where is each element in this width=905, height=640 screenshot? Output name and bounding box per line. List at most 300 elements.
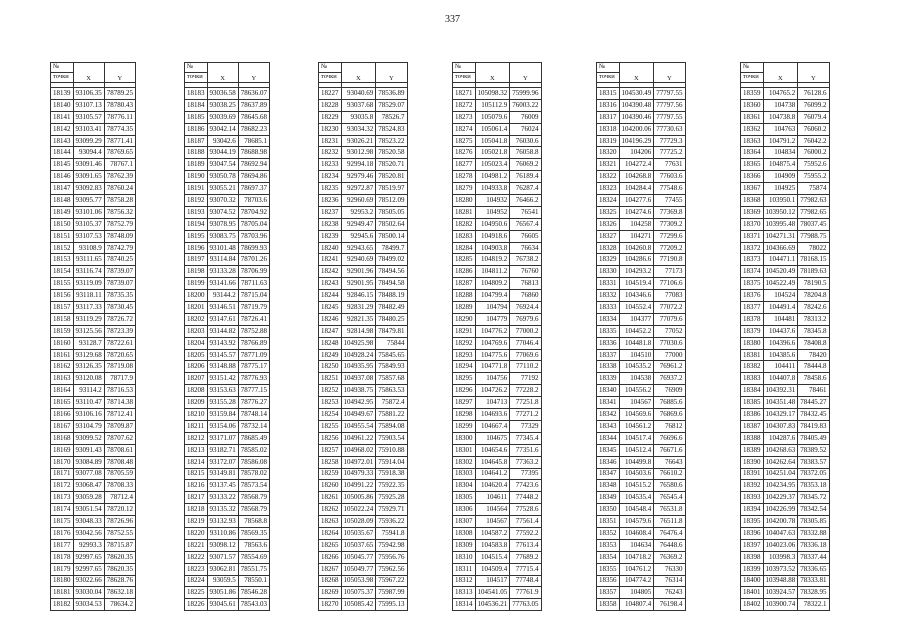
table-row <box>185 527 270 539</box>
point-number: 18264 <box>319 527 342 539</box>
point-number: 18198 <box>185 266 208 278</box>
point-number: 18362 <box>741 123 764 135</box>
x-value: 104726.2 <box>475 385 510 397</box>
table-row <box>597 539 686 551</box>
point-number: 18375 <box>741 278 764 290</box>
table-row <box>453 111 542 123</box>
point-number: 18366 <box>741 171 764 183</box>
table-row <box>319 420 408 432</box>
x-value: 104512.4 <box>619 444 654 456</box>
x-value: 104481 <box>763 313 798 325</box>
y-value: 78550.1 <box>238 575 269 587</box>
y-value: 78499.7 <box>376 242 407 254</box>
point-number: 18292 <box>453 337 476 349</box>
table-row <box>185 88 270 100</box>
y-value: 78732.14 <box>238 420 269 432</box>
table-row <box>453 551 542 563</box>
x-value: 104583.8 <box>475 539 510 551</box>
y-value: 78708.48 <box>104 456 135 468</box>
y-value: 75967.22 <box>376 575 407 587</box>
x-value: 104535.4 <box>619 492 654 504</box>
y-value: 78372.05 <box>798 468 829 480</box>
table-row <box>51 432 136 444</box>
x-value: 104538 <box>619 373 654 385</box>
y-value: 77363.2 <box>510 456 541 468</box>
y-value: 77309.2 <box>654 218 685 230</box>
table-row <box>185 302 270 314</box>
table-row <box>741 147 830 159</box>
point-number: 18252 <box>319 385 342 397</box>
table-row <box>741 278 830 290</box>
x-value: 104346.6 <box>619 290 654 302</box>
table-row <box>741 159 830 171</box>
y-value: 78742.79 <box>104 242 135 254</box>
point-number: 18144 <box>51 147 74 159</box>
y-value: 78703.96 <box>238 230 269 242</box>
x-value: 104274.6 <box>619 206 654 218</box>
y-value: 78682.23 <box>238 123 269 135</box>
x-value: 104675 <box>475 432 510 444</box>
y-value: 78752.79 <box>104 218 135 230</box>
y-value: 78494.58 <box>376 278 407 290</box>
point-number: 18317 <box>597 111 620 123</box>
point-number: 18294 <box>453 361 476 373</box>
point-number: 18253 <box>319 397 342 409</box>
point-number: 18304 <box>453 480 476 492</box>
y-value: 78712.4 <box>104 492 135 504</box>
table-row <box>741 444 830 456</box>
point-number: 18273 <box>453 111 476 123</box>
header-x: X <box>73 63 104 83</box>
x-value: 104903.8 <box>475 242 510 254</box>
x-value: 93101.48 <box>207 242 238 254</box>
table-row <box>185 480 270 492</box>
y-value: 78389.52 <box>798 444 829 456</box>
y-value: 77748.4 <box>510 575 541 587</box>
y-value: 78756.32 <box>104 206 135 218</box>
point-number: 18385 <box>741 397 764 409</box>
point-number: 18175 <box>51 516 74 528</box>
x-value: 104307.83 <box>763 420 798 432</box>
y-value: 78342.54 <box>798 504 829 516</box>
x-value: 104771.8 <box>475 361 510 373</box>
x-value: 93036.58 <box>207 88 238 100</box>
point-number: 18203 <box>185 325 208 337</box>
table-row <box>51 183 136 195</box>
table-row <box>319 563 408 575</box>
point-number: 18143 <box>51 135 74 147</box>
y-value: 76079.4 <box>798 111 829 123</box>
y-value: 78482.49 <box>376 302 407 314</box>
y-value: 78708.61 <box>104 444 135 456</box>
y-value: 78480.25 <box>376 313 407 325</box>
table-row <box>319 385 408 397</box>
point-number: 18162 <box>51 361 74 373</box>
point-number: 18357 <box>597 587 620 599</box>
point-number: 18179 <box>51 563 74 575</box>
table-row <box>453 123 542 135</box>
y-value: 78712.41 <box>104 409 135 421</box>
point-number: 18167 <box>51 420 74 432</box>
table-row <box>597 385 686 397</box>
point-number: 18343 <box>597 420 620 432</box>
table-row <box>185 373 270 385</box>
x-value: 93037.68 <box>341 99 376 111</box>
table-row <box>453 278 542 290</box>
x-value: 93050.78 <box>207 171 238 183</box>
header-x: X <box>763 63 798 83</box>
x-value: 104200.06 <box>619 123 654 135</box>
table-row <box>597 432 686 444</box>
point-number: 18216 <box>185 480 208 492</box>
table-row <box>453 266 542 278</box>
point-number: 18285 <box>453 254 476 266</box>
x-value: 93099.52 <box>73 432 104 444</box>
point-number: 18374 <box>741 266 764 278</box>
table-row <box>453 206 542 218</box>
table-row <box>319 206 408 218</box>
y-value: 78714.38 <box>104 397 135 409</box>
point-number: 18305 <box>453 492 476 504</box>
y-value: 78563.6 <box>238 539 269 551</box>
point-number: 18182 <box>51 599 74 611</box>
table-row <box>185 206 270 218</box>
y-value: 76000.2 <box>798 147 829 159</box>
x-value: 103998.3 <box>763 551 798 563</box>
table-row <box>319 290 408 302</box>
y-value: 78512.09 <box>376 195 407 207</box>
table-row <box>597 254 686 266</box>
y-value: 76696.6 <box>654 432 685 444</box>
table-row <box>51 587 136 599</box>
x-value: 104509.4 <box>475 563 510 575</box>
x-value: 104510 <box>619 349 654 361</box>
point-number: 18279 <box>453 183 476 195</box>
header-point-number: № <box>185 63 208 73</box>
table-row <box>319 313 408 325</box>
point-number: 18139 <box>51 88 74 100</box>
x-value: 93116.74 <box>73 266 104 278</box>
page-number: 337 <box>445 14 460 25</box>
table-row <box>185 278 270 290</box>
y-value: 78739.07 <box>104 278 135 290</box>
point-number: 18296 <box>453 385 476 397</box>
x-value: 104262.64 <box>763 456 798 468</box>
x-value: 104271.31 <box>763 230 798 242</box>
table-row <box>185 420 270 432</box>
point-number: 18267 <box>319 563 342 575</box>
x-value: 104499.8 <box>619 456 654 468</box>
x-value: 104226.99 <box>763 504 798 516</box>
x-value: 104961.22 <box>341 432 376 444</box>
x-value: 104229.37 <box>763 492 798 504</box>
table-row <box>319 147 408 159</box>
x-value: 104834 <box>763 147 798 159</box>
point-number: 18378 <box>741 313 764 325</box>
point-number: 18371 <box>741 230 764 242</box>
point-number: 18233 <box>319 159 342 171</box>
table-row <box>51 539 136 551</box>
x-value: 104293.2 <box>619 266 654 278</box>
point-number: 18349 <box>597 492 620 504</box>
table-row <box>453 539 542 551</box>
x-value: 104620.4 <box>475 480 510 492</box>
x-value: 104809.2 <box>475 278 510 290</box>
point-number: 18342 <box>597 409 620 421</box>
x-value: 93105.57 <box>73 111 104 123</box>
table-row <box>319 337 408 349</box>
y-value: 76330 <box>654 563 685 575</box>
table-row <box>453 468 542 480</box>
point-number: 18391 <box>741 468 764 480</box>
x-value: 104718.2 <box>619 551 654 563</box>
table-row <box>51 337 136 349</box>
y-value: 78717.9 <box>104 373 135 385</box>
table-row <box>741 135 830 147</box>
point-number: 18268 <box>319 575 342 587</box>
x-value: 93051.86 <box>207 587 238 599</box>
table-row <box>453 420 542 432</box>
x-value: 93091.65 <box>73 171 104 183</box>
table-row <box>319 527 408 539</box>
table-row <box>319 278 408 290</box>
table-row <box>319 373 408 385</box>
x-value: 104925 <box>763 183 798 195</box>
table-row <box>741 242 830 254</box>
x-value: 104567 <box>475 516 510 528</box>
x-value: 92960.69 <box>341 195 376 207</box>
point-number: 18168 <box>51 432 74 444</box>
x-value: 93044.19 <box>207 147 238 159</box>
table-row <box>597 218 686 230</box>
y-value: 78708.33 <box>104 480 135 492</box>
point-number: 18223 <box>185 563 208 575</box>
y-value: 76189.4 <box>510 171 541 183</box>
point-number: 18363 <box>741 135 764 147</box>
y-value: 76610.2 <box>654 468 685 480</box>
table-row <box>51 492 136 504</box>
point-number: 18380 <box>741 337 764 349</box>
point-number: 18226 <box>185 599 208 611</box>
x-value: 93095.77 <box>73 195 104 207</box>
x-value: 93151.42 <box>207 373 238 385</box>
x-value: 92993.3 <box>73 539 104 551</box>
point-number: 18283 <box>453 230 476 242</box>
y-value: 78752.55 <box>104 527 135 539</box>
table-row <box>597 397 686 409</box>
x-value: 104564 <box>475 504 510 516</box>
point-number: 18165 <box>51 397 74 409</box>
point-number: 18184 <box>185 99 208 111</box>
point-number: 18159 <box>51 325 74 337</box>
point-number: 18158 <box>51 313 74 325</box>
point-number: 18195 <box>185 230 208 242</box>
table-row <box>185 385 270 397</box>
x-value: 104286.6 <box>619 254 654 266</box>
y-value: 78523.22 <box>376 135 407 147</box>
x-value: 104979.33 <box>341 468 376 480</box>
table-row <box>453 135 542 147</box>
x-value: 104392.31 <box>763 385 798 397</box>
y-value: 77345.4 <box>510 432 541 444</box>
x-value: 104955.54 <box>341 420 376 432</box>
x-value: 104765.2 <box>763 88 798 100</box>
x-value: 104794 <box>475 302 510 314</box>
header-y: Y <box>238 63 269 83</box>
x-value: 104932 <box>475 195 510 207</box>
table-row <box>741 266 830 278</box>
x-value: 104981.2 <box>475 171 510 183</box>
y-value: 76009 <box>510 111 541 123</box>
point-number: 18249 <box>319 349 342 361</box>
table-row <box>741 432 830 444</box>
header-x: X <box>207 63 238 83</box>
point-number: 18215 <box>185 468 208 480</box>
y-value: 78568.79 <box>238 504 269 516</box>
y-value: 78748.14 <box>238 409 269 421</box>
point-number: 18185 <box>185 111 208 123</box>
point-number: 18194 <box>185 218 208 230</box>
y-value: 78777.15 <box>238 385 269 397</box>
x-value: 93153.63 <box>207 385 238 397</box>
y-value: 76760 <box>510 266 541 278</box>
y-value: 78524.83 <box>376 123 407 135</box>
y-value: 75874 <box>798 183 829 195</box>
x-value: 105021.8 <box>475 147 510 159</box>
table-row <box>453 456 542 468</box>
y-value: 75845.65 <box>376 349 407 361</box>
table-row <box>597 504 686 516</box>
table-row <box>597 159 686 171</box>
point-number: 18164 <box>51 385 74 397</box>
table-row <box>453 563 542 575</box>
header-y: Y <box>376 63 407 83</box>
table-row <box>741 183 830 195</box>
y-value: 78701.26 <box>238 254 269 266</box>
table-row <box>185 432 270 444</box>
point-number: 18207 <box>185 373 208 385</box>
table-row <box>185 218 270 230</box>
table-row <box>319 183 408 195</box>
y-value: 78688.98 <box>238 147 269 159</box>
x-value: 92953.2 <box>341 206 376 218</box>
point-number: 18381 <box>741 349 764 361</box>
point-number: 18161 <box>51 349 74 361</box>
point-number: 18171 <box>51 468 74 480</box>
y-value: 77251.8 <box>510 397 541 409</box>
y-value: 75872.4 <box>376 397 407 409</box>
y-value: 76069.2 <box>510 159 541 171</box>
table-row <box>453 218 542 230</box>
y-value: 78620.35 <box>104 563 135 575</box>
point-number: 18358 <box>597 599 620 611</box>
y-value: 77030.6 <box>654 337 685 349</box>
x-value: 93145.57 <box>207 349 238 361</box>
x-value: 104811.2 <box>475 266 510 278</box>
table-row <box>319 397 408 409</box>
x-value: 104396.6 <box>763 337 798 349</box>
table-row <box>185 111 270 123</box>
point-number: 18340 <box>597 385 620 397</box>
y-value: 78305.85 <box>798 516 829 528</box>
table-row <box>185 444 270 456</box>
x-value: 104799.4 <box>475 290 510 302</box>
point-number: 18170 <box>51 456 74 468</box>
point-number: 18169 <box>51 444 74 456</box>
table-row <box>319 539 408 551</box>
x-value: 93051.54 <box>73 504 104 516</box>
y-value: 77592.2 <box>510 527 541 539</box>
header-point-label: точки <box>453 73 476 83</box>
table-row <box>453 599 542 611</box>
table-row <box>597 302 686 314</box>
table-row <box>185 361 270 373</box>
point-number: 18341 <box>597 397 620 409</box>
x-value: 93147.61 <box>207 313 238 325</box>
table-row <box>319 432 408 444</box>
table-row <box>319 266 408 278</box>
y-value: 77561.4 <box>510 516 541 528</box>
point-number: 18186 <box>185 123 208 135</box>
point-number: 18401 <box>741 587 764 599</box>
header-y: Y <box>104 63 135 83</box>
x-value: 104437.6 <box>763 325 798 337</box>
header-y: Y <box>654 63 685 83</box>
x-value: 93038.25 <box>207 99 238 111</box>
point-number: 18239 <box>319 230 342 242</box>
x-value: 93042.56 <box>73 527 104 539</box>
point-number: 18196 <box>185 242 208 254</box>
table-row <box>453 385 542 397</box>
point-number: 18324 <box>597 195 620 207</box>
y-value: 78383.57 <box>798 456 829 468</box>
x-value: 104779 <box>475 313 510 325</box>
point-number: 18384 <box>741 385 764 397</box>
x-value: 93101.06 <box>73 206 104 218</box>
table-row <box>185 313 270 325</box>
point-number: 18238 <box>319 218 342 230</box>
point-number: 18205 <box>185 349 208 361</box>
point-number: 18187 <box>185 135 208 147</box>
point-number: 18361 <box>741 111 764 123</box>
point-number: 18152 <box>51 242 74 254</box>
x-value: 104023.06 <box>763 539 798 551</box>
y-value: 78722.61 <box>104 337 135 349</box>
table-row <box>741 504 830 516</box>
y-value: 77228.2 <box>510 385 541 397</box>
table-row <box>319 159 408 171</box>
table-row <box>185 230 270 242</box>
point-number: 18399 <box>741 563 764 575</box>
point-number: 18314 <box>453 599 476 611</box>
x-value: 104268.63 <box>763 444 798 456</box>
point-number: 18291 <box>453 325 476 337</box>
x-value: 93119.29 <box>73 313 104 325</box>
x-value: 105037.65 <box>341 539 376 551</box>
y-value: 77069.6 <box>510 349 541 361</box>
point-number: 18146 <box>51 171 74 183</box>
x-value: 104561.2 <box>619 420 654 432</box>
table-row <box>597 444 686 456</box>
point-number: 18315 <box>597 88 620 100</box>
y-value: 75910.88 <box>376 444 407 456</box>
y-value: 78707.62 <box>104 432 135 444</box>
x-value: 93091.46 <box>73 159 104 171</box>
table-row <box>453 183 542 195</box>
table-row <box>51 551 136 563</box>
table-row <box>319 218 408 230</box>
table-row <box>51 468 136 480</box>
